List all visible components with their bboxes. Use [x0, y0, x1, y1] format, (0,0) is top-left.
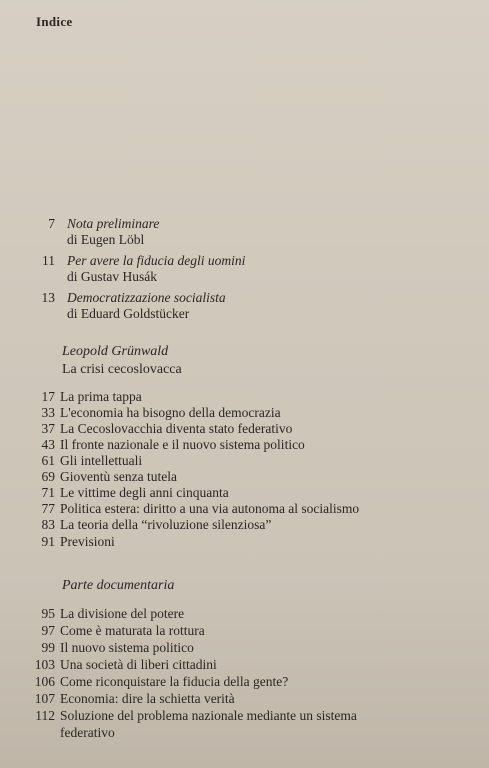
- entry-title: Per avere la fiducia degli uomini: [67, 253, 246, 268]
- page-number: 103: [34, 657, 55, 672]
- entry-title: Democratizzazione socialista: [67, 290, 226, 305]
- entry-title: La teoria della “rivoluzione silenziosa”: [60, 517, 272, 532]
- entry-title: La divisione del potere: [60, 606, 185, 621]
- page-number: 7: [48, 216, 55, 231]
- index-heading: Indice: [36, 14, 73, 29]
- page-number: 33: [41, 405, 55, 420]
- entry-title: Come riconquistare la fiducia della gente?: [60, 674, 289, 689]
- entry-title: Gioventù senza tutela: [60, 469, 177, 484]
- entry-title: Soluzione del problema nazionale mediante un sistema: [60, 708, 357, 723]
- entry-title: Economia: dire la schietta verità: [60, 691, 235, 706]
- page-number: 97: [41, 623, 55, 638]
- page-number: 91: [41, 534, 55, 549]
- entry-author: di Gustav Husák: [67, 269, 157, 284]
- entry-title: Come è maturata la rottura: [60, 623, 205, 638]
- entry-title: L'economia ha bisogno della democrazia: [60, 405, 281, 420]
- page-number: 77: [41, 501, 55, 516]
- entry-title: Nota preliminare: [67, 216, 160, 231]
- entry-author: di Eugen Löbl: [67, 232, 145, 247]
- page-number: 11: [42, 253, 55, 268]
- entry-title: Le vittime degli anni cinquanta: [60, 485, 229, 500]
- entry-author: di Eduard Goldstücker: [67, 306, 190, 321]
- entry-title: Gli intellettuali: [60, 453, 143, 468]
- entry-title: Politica estera: diritto a una via autonoma al socialismo: [60, 501, 360, 516]
- page-number: 71: [41, 485, 55, 500]
- entry-title: Il nuovo sistema politico: [60, 640, 194, 655]
- page-number: 17: [41, 389, 55, 404]
- page-number: 83: [41, 517, 55, 532]
- entry-title: La prima tappa: [60, 389, 142, 404]
- page-number: 95: [41, 606, 55, 621]
- entry-title-continuation: federativo: [60, 725, 115, 740]
- page-number: 61: [41, 453, 55, 468]
- entry-title: Una società di liberi cittadini: [60, 657, 217, 672]
- part1-title: La crisi cecoslovacca: [62, 362, 182, 377]
- part2-title: Parte documentaria: [62, 578, 175, 593]
- page-number: 13: [41, 290, 55, 305]
- page-number: 69: [41, 469, 55, 484]
- page-number: 107: [34, 691, 55, 706]
- entry-title: La Cecoslovacchia diventa stato federativo: [60, 421, 293, 436]
- page-number: 112: [35, 708, 55, 723]
- entry-title: Previsioni: [60, 534, 115, 549]
- part1-author: Leopold Grünwald: [62, 344, 169, 359]
- page-number: 106: [34, 674, 55, 689]
- entry-title: Il fronte nazionale e il nuovo sistema politico: [60, 437, 305, 452]
- page-number: 43: [41, 437, 55, 452]
- page-number: 37: [41, 421, 55, 436]
- page-number: 99: [41, 640, 55, 655]
